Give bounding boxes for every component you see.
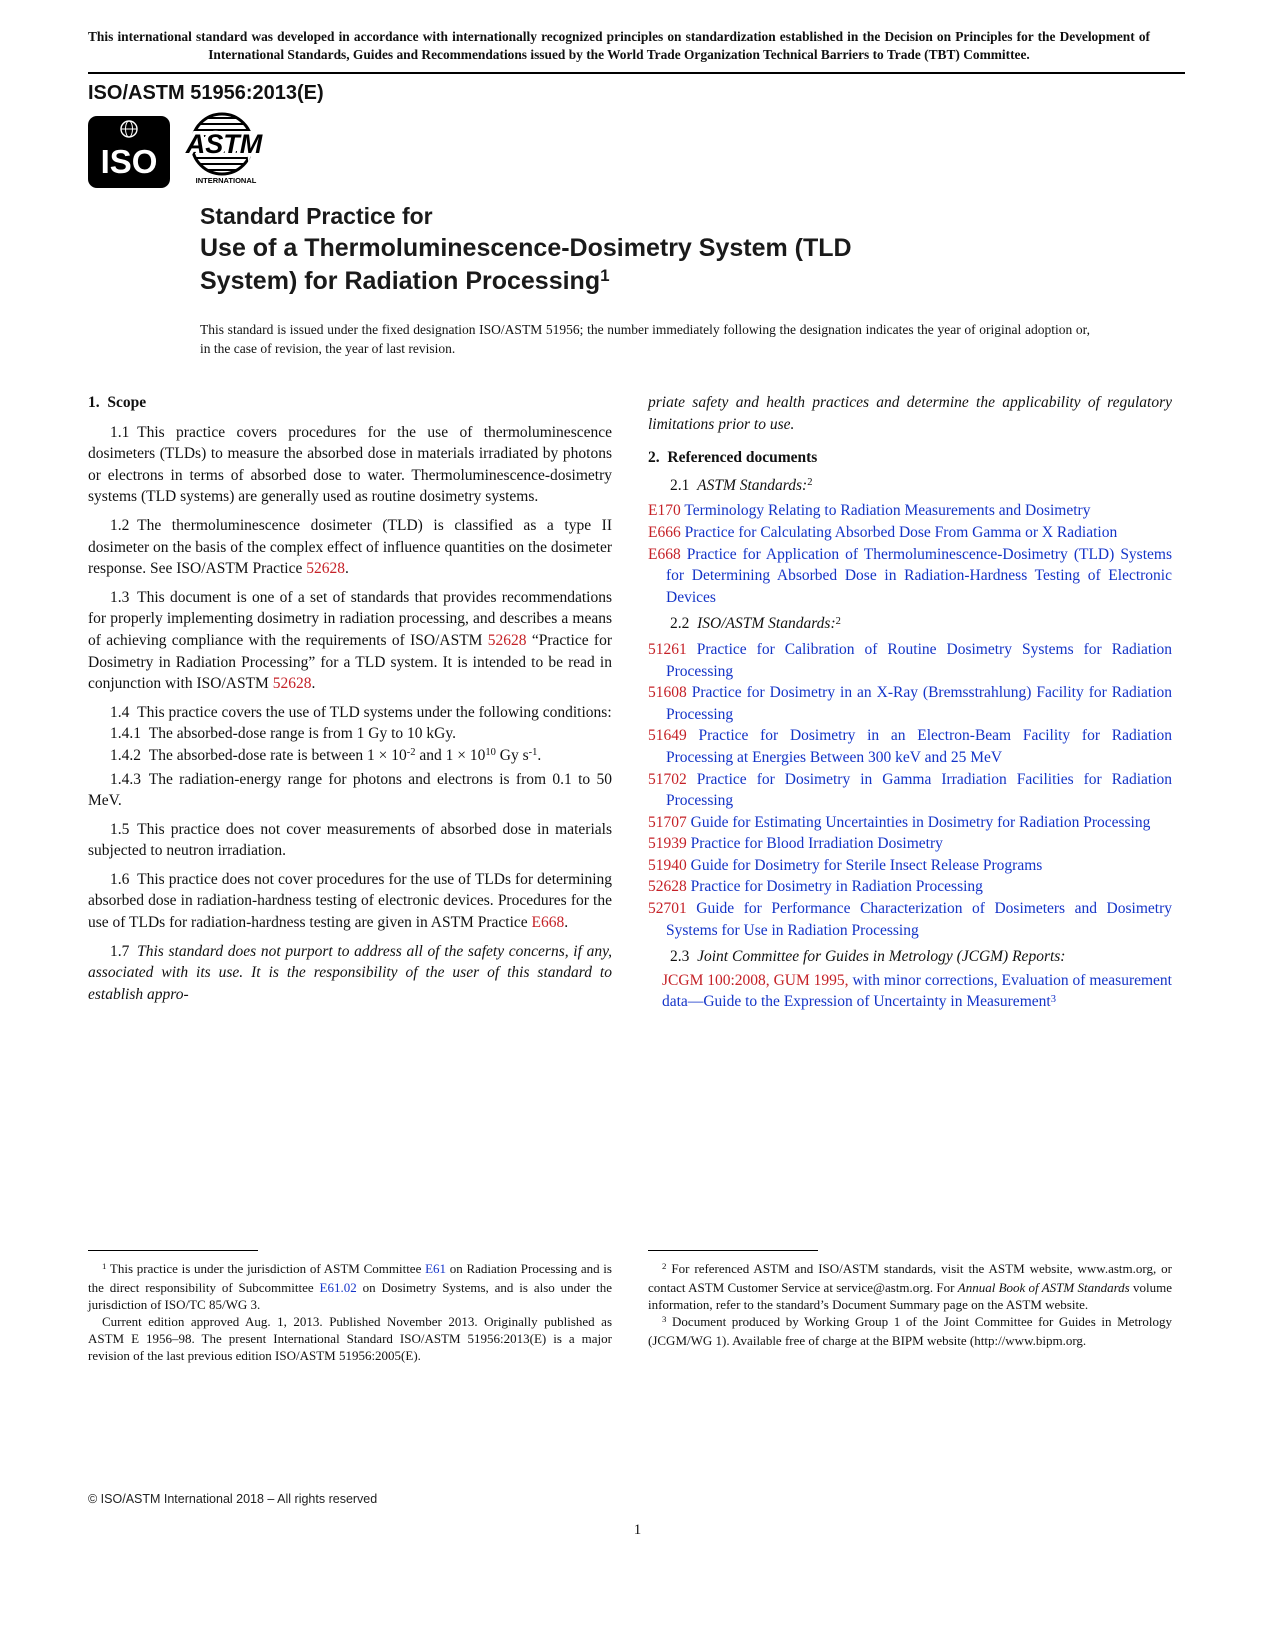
doc-link[interactable]: Practice for Calculating Absorbed Dose From Gamma or X Radiation — [680, 523, 1118, 541]
doc-link[interactable]: E61.02 — [319, 1280, 357, 1295]
astm-logo-text: ASTM — [185, 129, 263, 159]
doc-link[interactable]: 52701 — [648, 900, 687, 918]
text-run: 1.4.3 The radiation-energy range for photons and electrons is from 0.1 to 50 MeV. — [88, 770, 612, 810]
footnote-3 — [648, 1313, 1172, 1349]
para-1-4-1 — [88, 723, 612, 745]
reference-item — [648, 500, 1172, 522]
footnotes-left — [88, 1250, 612, 1364]
text-run: ASTM Standards: — [697, 476, 808, 494]
doc-link[interactable]: 51939 — [648, 835, 687, 853]
text-run: ISO/ASTM Standards: — [697, 615, 836, 633]
para-1-4-2 — [88, 745, 612, 769]
document-title — [200, 232, 900, 300]
text-run: 1.2 The thermoluminescence dosimeter (TLD) is classified as a type II dosimeter on the basis of the complex effect of influence quantities on the dosimeter response. See ISO/ASTM Practice — [88, 516, 612, 578]
reference-item — [648, 833, 1172, 855]
doc-link[interactable]: Practice for Dosimetry in Radiation Processing — [686, 878, 983, 896]
copyright-notice: © ISO/ASTM International 2018 – All rights reserved — [88, 1492, 378, 1506]
text-run: Current edition approved Aug. 1, 2013. Published November 2013. Originally published as ASTM E 1956–98. The present International Standard ISO/ASTM 51956:2013(E) is a major revision of the last previous edition ISO/ASTM 51956:2005(E). — [88, 1314, 612, 1363]
footnote-separator — [648, 1250, 818, 1251]
footnote-edition-history — [88, 1313, 612, 1364]
text-run: . — [564, 914, 569, 932]
doc-link[interactable]: 51608 — [648, 684, 687, 702]
doc-link[interactable]: E61 — [425, 1261, 447, 1276]
text-run: 2 — [662, 1261, 667, 1272]
doc-link[interactable]: JCGM 100:2008, GUM 1995, — [662, 971, 849, 989]
text-run: Joint Committee for Guides in Metrology (JCGM) Reports: — [697, 948, 1066, 966]
doc-link[interactable]: with minor corrections, Evaluation of measurement data—Guide to the Expression of Uncertainty in Measurement — [662, 971, 1172, 1011]
doc-link[interactable]: Guide for Dosimetry for Sterile Insect Release Programs — [686, 856, 1043, 874]
para-1-6 — [88, 869, 612, 934]
para-1-4 — [88, 702, 612, 724]
para-1-3 — [88, 587, 612, 695]
text-run: “Practice for Dosimetry in Radiation Processing” for a TLD system. It is intended to be read in conjunction with ISO/ASTM — [88, 631, 613, 693]
para-2-3 — [648, 946, 1172, 968]
reference-item — [648, 522, 1172, 544]
doc-link[interactable]: Practice for Application of Thermoluminescence-Dosimetry (TLD) Systems for Determining Absorbed Dose in Radiation-Hardness Testing of Electronic Devices — [666, 545, 1172, 606]
para-2-1 — [648, 475, 1172, 499]
text-run: 2.2 — [670, 615, 698, 633]
text-run: 1.5 This practice does not cover measurements of absorbed dose in materials subjected to neutron irradiation. — [88, 820, 612, 860]
para-1-7-continuation — [648, 392, 1172, 435]
text-run: . — [311, 675, 316, 693]
para-2-2 — [648, 613, 1172, 637]
reference-item — [648, 812, 1172, 834]
footnotes-right — [648, 1250, 1172, 1349]
text-run: 10 — [485, 747, 496, 759]
doc-link[interactable]: E668 — [531, 914, 565, 932]
text-run: 1.6 This practice does not cover procedures for the use of TLDs for determining absorbed dose in radiation-hardness testing of electronic devices. Procedures for the use of TLDs for radiation-hardness testing are given in ASTM Practice — [88, 870, 612, 932]
text-run: This standard does not purport to address all of the safety concerns, if any, associated with its use. It is the responsibility of the user of this standard to establish appro- — [88, 942, 612, 1003]
doc-link[interactable]: 51649 — [648, 727, 687, 745]
reference-item — [648, 725, 1172, 768]
text-run: Gy s — [495, 746, 529, 764]
text-run: 2 — [807, 477, 813, 489]
title-kicker: Standard Practice for — [200, 203, 433, 229]
text-run: priate safety and health practices and determine the applicability of regulatory limitations prior to use. — [648, 394, 1172, 433]
section-1-heading: 1. Scope — [88, 394, 147, 411]
wto-notice: This international standard was developed in accordance with internationally recognized principles on standardization established in the Decision on Principles for the Development of International Standards, Guides and Recommendations issued by the World Trade Organization Technical Barriers to Trade (TBT) Committee. — [88, 29, 1150, 62]
text-run: 1.4.2 The absorbed-dose rate is between 1 × 10 — [110, 746, 407, 764]
standard-designation: ISO/ASTM 51956:2013(E) — [88, 82, 324, 104]
para-1-1 — [88, 422, 612, 508]
astm-logo — [184, 112, 270, 193]
text-run: Annual Book of ASTM Standards — [957, 1280, 1130, 1295]
text-run: 1.7 — [110, 942, 138, 960]
doc-link[interactable]: Practice for Dosimetry in an X-Ray (Bremsstrahlung) Facility for Radiation Processing — [666, 684, 1172, 723]
text-run: . — [537, 746, 542, 764]
doc-link[interactable]: E666 — [648, 523, 681, 541]
reference-item — [648, 682, 1172, 725]
page-number: 1 — [633, 1522, 642, 1538]
text-run: 2.1 — [670, 476, 698, 494]
iso-logo — [88, 116, 170, 193]
footnote-separator — [88, 1250, 258, 1251]
text-run: . — [345, 560, 349, 578]
reference-item — [648, 898, 1172, 941]
text-run: on Radiation Processing and is the direct responsibility of Subcommittee — [88, 1261, 612, 1295]
header-rule — [88, 72, 1185, 74]
para-1-2 — [88, 515, 612, 580]
para-1-4-3 — [88, 769, 612, 812]
text-run: This practice is under the jurisdiction of ASTM Committee — [106, 1261, 426, 1276]
doc-link[interactable]: 51261 — [648, 640, 687, 658]
doc-link[interactable]: 52628 — [306, 560, 345, 578]
doc-link[interactable]: Practice for Blood Irradiation Dosimetry — [686, 835, 943, 853]
doc-link[interactable]: 52628 — [648, 878, 687, 896]
text-run: on Dosimetry Systems, and is also under the jurisdiction of ISO/TC 85/WG 3. — [88, 1280, 612, 1312]
doc-link[interactable]: Practice for Calibration of Routine Dosimetry Systems for Radiation Processing — [666, 640, 1172, 680]
text-run: 3 — [662, 1314, 667, 1325]
text-run: 1.4.1 The absorbed-dose range is from 1 Gy to 10 kGy. — [110, 725, 456, 743]
footnote-2 — [648, 1260, 1172, 1313]
text-run: 2 — [835, 615, 841, 627]
doc-link[interactable]: Practice for Dosimetry in an Electron-Beam Facility for Radiation Processing at Energies Between 300 keV and 25 MeV — [666, 727, 1172, 766]
text-run: 1.3 This document is one of a set of standards that provides recommendations for properly implementing dosimetry in radiation processing, and describes a means of achieving compliance with the requirements of ISO/ASTM — [88, 588, 612, 649]
text-run: Use of a Thermoluminescence-Dosimetry System (TLD System) for Radiation Processing — [200, 234, 852, 295]
doc-link[interactable]: 52628 — [272, 675, 312, 693]
section-2-heading: 2. Referenced documents — [648, 449, 818, 467]
reference-item — [648, 769, 1172, 812]
para-1-5 — [88, 819, 612, 862]
doc-link[interactable]: 51940 — [648, 856, 687, 874]
reference-item — [648, 855, 1172, 877]
text-run: 1.4 This practice covers the use of TLD systems under the following conditions: — [110, 703, 612, 721]
text-run: 1 — [600, 266, 610, 286]
doc-link[interactable]: Guide for Estimating Uncertainties in Dosimetry for Radiation Processing — [686, 813, 1151, 831]
text-run: and 1 × 10 — [415, 746, 486, 764]
jcgm-reference-item — [648, 970, 1172, 1015]
doc-link[interactable]: Terminology Relating to Radiation Measurements and Dosimetry — [680, 502, 1091, 520]
issuance-note: This standard is issued under the fixed designation ISO/ASTM 51956; the number immediately following the designation indicates the year of original adoption or, in the case of revision, the year of last revision. — [200, 322, 1090, 356]
doc-link[interactable]: Guide for Performance Characterization of Dosimeters and Dosimetry Systems for Use in Radiation Processing — [666, 900, 1172, 939]
para-1-7 — [88, 941, 612, 1006]
doc-link[interactable]: 52628 — [487, 631, 527, 649]
text-run: 2.3 — [670, 948, 698, 966]
footnote-1 — [88, 1260, 612, 1313]
text-run: For referenced ASTM and ISO/ASTM standards, visit the ASTM website, www.astm.org, or contact ASTM Customer Service at service@astm.org. For — [648, 1261, 1172, 1295]
right-column — [648, 392, 1172, 1015]
left-column — [88, 392, 612, 1005]
doc-link[interactable]: E668 — [648, 545, 681, 563]
reference-item — [648, 876, 1172, 898]
iso-logo-text: ISO — [100, 143, 158, 180]
text-run: 1 — [102, 1261, 107, 1272]
text-run: -2 — [406, 747, 416, 759]
doc-link[interactable]: Practice for Dosimetry in Gamma Irradiation Facilities for Radiation Processing — [666, 770, 1172, 810]
reference-item — [648, 639, 1172, 682]
text-run: volume information, refer to the standard’s Document Summary page on the ASTM website. — [648, 1280, 1173, 1312]
title-block — [200, 200, 960, 300]
text-run: Document produced by Working Group 1 of the Joint Committee for Guides in Metrology (JCGM/WG 1). Available free of charge at the BIPM website (http://www.bipm.org. — [648, 1314, 1172, 1348]
doc-link[interactable]: 51707 — [648, 813, 687, 831]
doc-link[interactable]: E170 — [648, 502, 681, 520]
doc-link[interactable]: 51702 — [648, 770, 687, 788]
text-run: -1 — [528, 747, 538, 759]
astm-logo-subtext: INTERNATIONAL — [195, 176, 257, 185]
doc-link[interactable]: 3 — [1050, 993, 1056, 1005]
reference-item — [648, 544, 1172, 609]
text-run: 1.1 This practice covers procedures for the use of thermoluminescence dosimeters (TLDs) to measure the absorbed dose in materials irradiated by photons or electrons in terms of absorbed dose to water. Thermoluminescence-dosimetry systems (TLD systems) are generally used as routine dosimetry systems. — [88, 423, 612, 506]
